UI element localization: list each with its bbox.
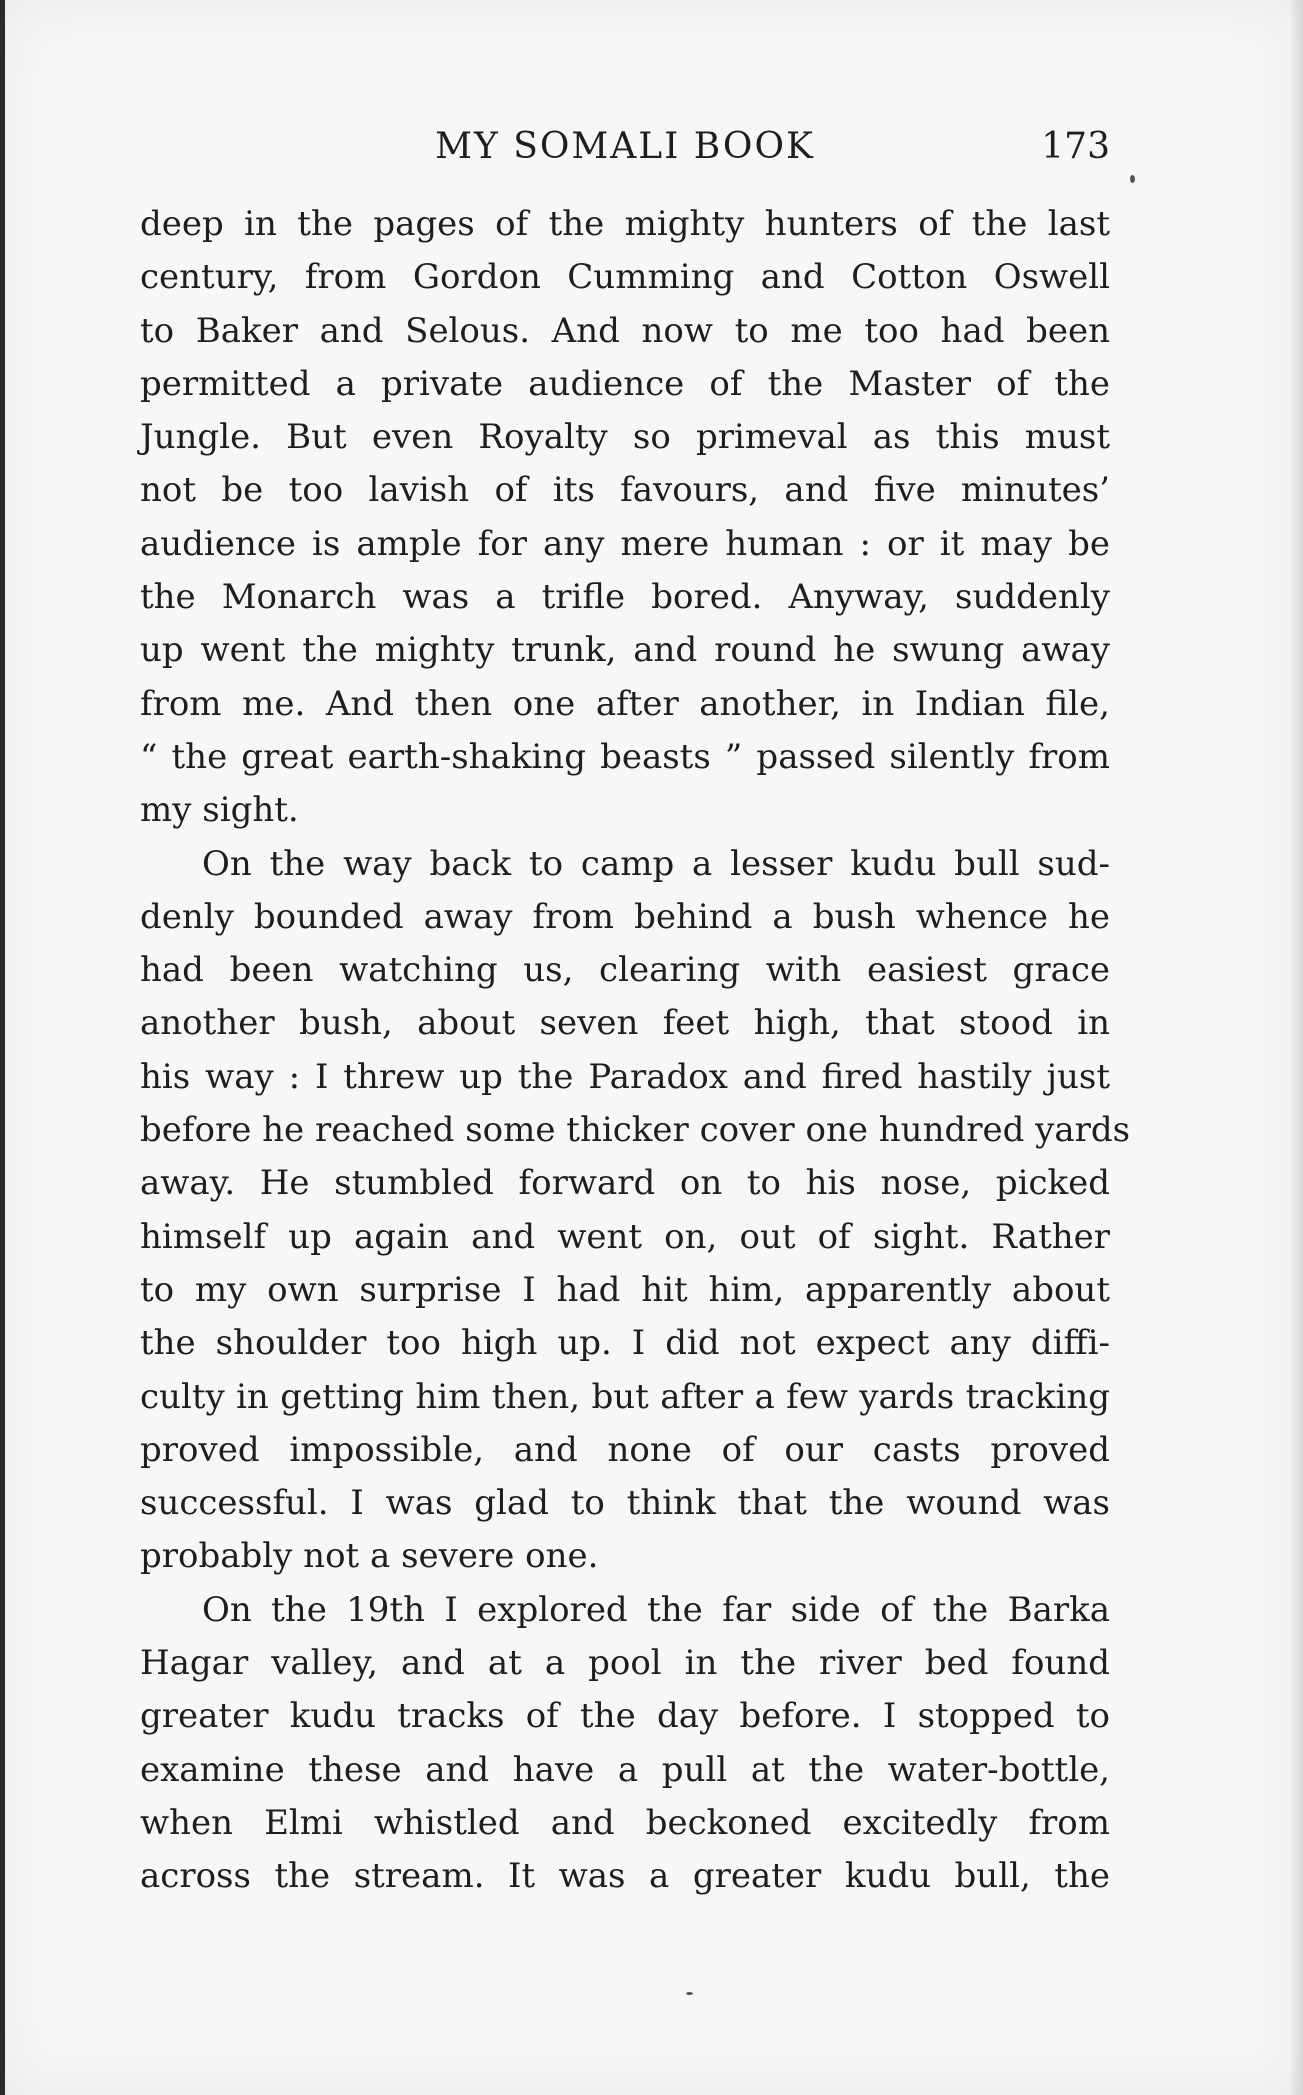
text-line: to Baker and Selous. And now to me too had been xyxy=(140,310,1110,351)
text-line: Hagar valley, and at a pool in the river bed found xyxy=(140,1643,1110,1684)
text-line: Jungle. But even Royalty so primeval as this must xyxy=(140,417,1110,458)
text-line: from me. And then one after another, in Indian file, xyxy=(140,683,1110,724)
text-line: audience is ample for any mere human : or it may be xyxy=(140,523,1110,564)
running-title: MY SOMALI BOOK xyxy=(435,126,815,167)
text-line: my sight. xyxy=(140,790,299,831)
page-right-edge-shadow xyxy=(1289,0,1303,2095)
text-line: examine these and have a pull at the water-bottle, xyxy=(140,1749,1110,1790)
text-line: to my own surprise I had hit him, apparently about xyxy=(140,1269,1110,1310)
text-line: up went the mighty trunk, and round he swung away xyxy=(140,630,1110,671)
paragraph-1 xyxy=(140,198,1110,838)
text-line: the Monarch was a trifle bored. Anyway, suddenly xyxy=(140,577,1110,618)
text-line: century, from Gordon Cumming and Cotton Oswell xyxy=(140,257,1110,298)
text-line: deep in the pages of the mighty hunters of the last xyxy=(140,204,1110,244)
text-line: proved impossible, and none of our casts proved xyxy=(140,1429,1110,1470)
page-left-edge xyxy=(0,0,5,2095)
text-line: greater kudu tracks of the day before. I stopped to xyxy=(140,1696,1110,1737)
text-line: had been watching us, clearing with easiest grace xyxy=(140,950,1110,991)
text-line: successful. I was glad to think that the wound was xyxy=(140,1483,1110,1524)
running-head xyxy=(140,126,1110,176)
ink-speck xyxy=(686,1992,693,1995)
text-line: “ the great earth-shaking beasts ” passed silently from xyxy=(140,736,1110,777)
page-number: 173 xyxy=(1041,126,1110,167)
text-line: not be too lavish of its favours, and five minutes’ xyxy=(140,470,1110,511)
text-line: denly bounded away from behind a bush whence he xyxy=(140,896,1110,937)
text-line: probably not a severe one. xyxy=(140,1536,599,1577)
text-line: before he reached some thicker cover one hundred yards xyxy=(140,1110,1131,1151)
paragraph-3 xyxy=(140,1584,1110,1904)
text-line: himself up again and went on, out of sight. Rather xyxy=(140,1216,1110,1257)
text-line: On the 19th I explored the far side of the Barka xyxy=(202,1589,1110,1630)
text-line: culty in getting him then, but after a few yards tracking xyxy=(140,1376,1110,1417)
text-line: On the way back to camp a lesser kudu bull sud- xyxy=(202,843,1110,884)
paragraph-2 xyxy=(140,838,1131,1584)
body-text xyxy=(140,198,1131,1904)
text-line: permitted a private audience of the Master of the xyxy=(140,363,1110,404)
text-line: across the stream. It was a greater kudu bull, the xyxy=(140,1856,1110,1897)
text-line: his way : I threw up the Paradox and fired hastily just xyxy=(140,1056,1110,1097)
text-line: when Elmi whistled and beckoned excitedly from xyxy=(140,1802,1110,1843)
text-line: another bush, about seven feet high, that stood in xyxy=(140,1003,1110,1044)
text-line: the shoulder too high up. I did not expect any diffi- xyxy=(140,1323,1110,1364)
text-line: away. He stumbled forward on to his nose, picked xyxy=(140,1163,1110,1204)
ink-speck xyxy=(1130,175,1135,183)
